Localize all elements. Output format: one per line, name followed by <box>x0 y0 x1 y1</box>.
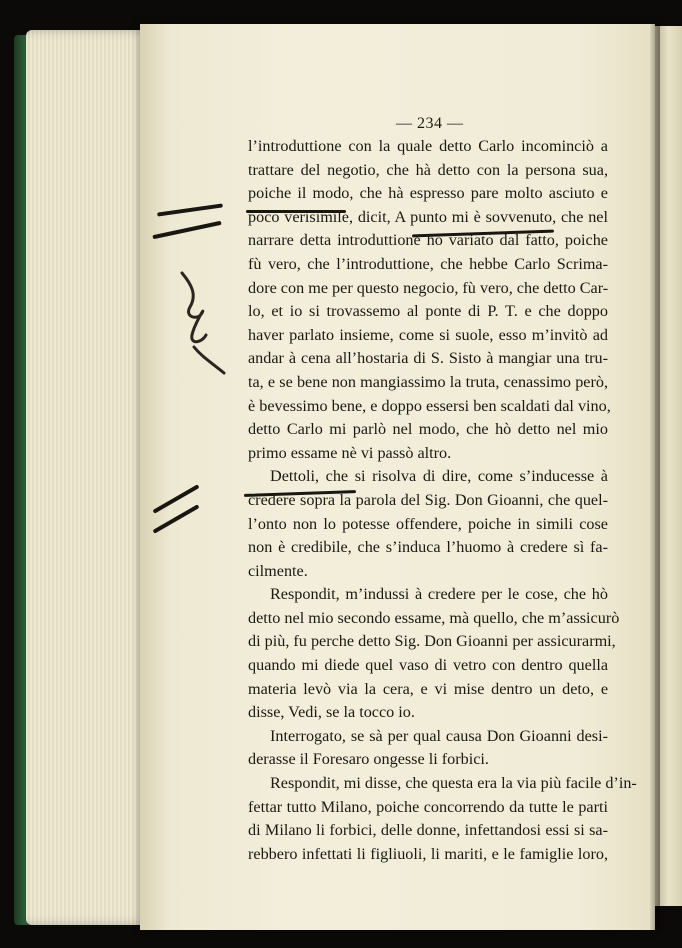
text-line: primo essame nè vi passò altro. <box>248 443 452 462</box>
text-line: fettar tutto Milano, poiche concorrendo da tutte le parti <box>248 797 608 816</box>
text-line: quando mi diede quel vaso di vetro con dentro quella <box>248 656 608 675</box>
text-line: credere sopra la parola del Sig. Don Gioanni, che quel- <box>248 490 608 509</box>
text-line: lo, et io si trovassemo al ponte di P. T. e che doppo <box>248 302 608 321</box>
text-line: di Milano li forbici, delle donne, infettandosi essi si sa- <box>248 821 608 840</box>
text-line: detto nel mio secondo essame, mà quello, che m’assicurò <box>248 608 620 627</box>
text-line: ta, e se bene non mangiassimo la truta, cenassimo però, <box>248 372 608 391</box>
text-line: materia levò via la cera, e vi mise dentro un deto, e <box>248 679 608 698</box>
text-line: rebbero infettati li figliuoli, li mariti, e le famiglie loro, <box>248 844 608 863</box>
page-edges-stack <box>26 30 154 925</box>
text-line: Dettoli, che si risolva di dire, come s’inducesse à <box>270 467 608 486</box>
text-line: è bevessimo bene, e doppo essersi ben scaldati dal vino, <box>248 396 611 415</box>
text-line: di più, fu perche detto Sig. Don Gioanni per assicurarmi, <box>248 632 616 651</box>
text-line: haver parlato insieme, come si suole, esso m’invitò ad <box>248 325 608 344</box>
text-line: Respondit, mi disse, che questa era la via più facile d’in- <box>270 774 637 793</box>
text-line: andar à cena all’hostaria di S. Sisto à mangiar una tru- <box>248 349 608 368</box>
text-line: Interrogato, se sà per qual causa Don Gioanni desi- <box>270 726 608 745</box>
scribble-mark <box>172 265 232 375</box>
text-line: l’onto non lo potesse offendere, poiche in simili cose <box>248 514 608 533</box>
page-number: — 234 — <box>396 115 464 132</box>
text-line: poco verisimile, dicit, A punto mi è sovvenuto, che nel <box>248 207 608 226</box>
text-line: non è credibile, che s’induca l’huomo à credere sì fa- <box>248 538 608 557</box>
text-line: l’introduttione con la quale detto Carlo incominciò a <box>248 137 608 155</box>
text-line: cilmente. <box>248 561 308 580</box>
text-line: trattare del negotio, che hà detto con la persona sua, <box>248 160 608 179</box>
text-line: fù vero, che l’introduttione, che hebbe Carlo Scrima- <box>248 254 608 273</box>
gutter-shadow <box>650 24 660 930</box>
text-line: Respondit, m’indussi à credere per le cose, che hò <box>270 585 608 604</box>
text-line: disse, Vedi, se la tocco io. <box>248 703 415 722</box>
text-line: derasse il Foresaro ongesse li forbici. <box>248 750 489 769</box>
text-line: dore con me per questo negocio, fù vero, che detto Car- <box>248 278 609 297</box>
text-line: detto Carlo mi parlò nel modo, che hò detto nel mio <box>248 420 608 439</box>
text-line: narrare detta introduttione hò variato dal fatto, poiche <box>248 231 608 250</box>
text-line: poiche il modo, che hà espresso pare molto asciuto e <box>248 184 608 203</box>
page-text <box>248 135 637 866</box>
